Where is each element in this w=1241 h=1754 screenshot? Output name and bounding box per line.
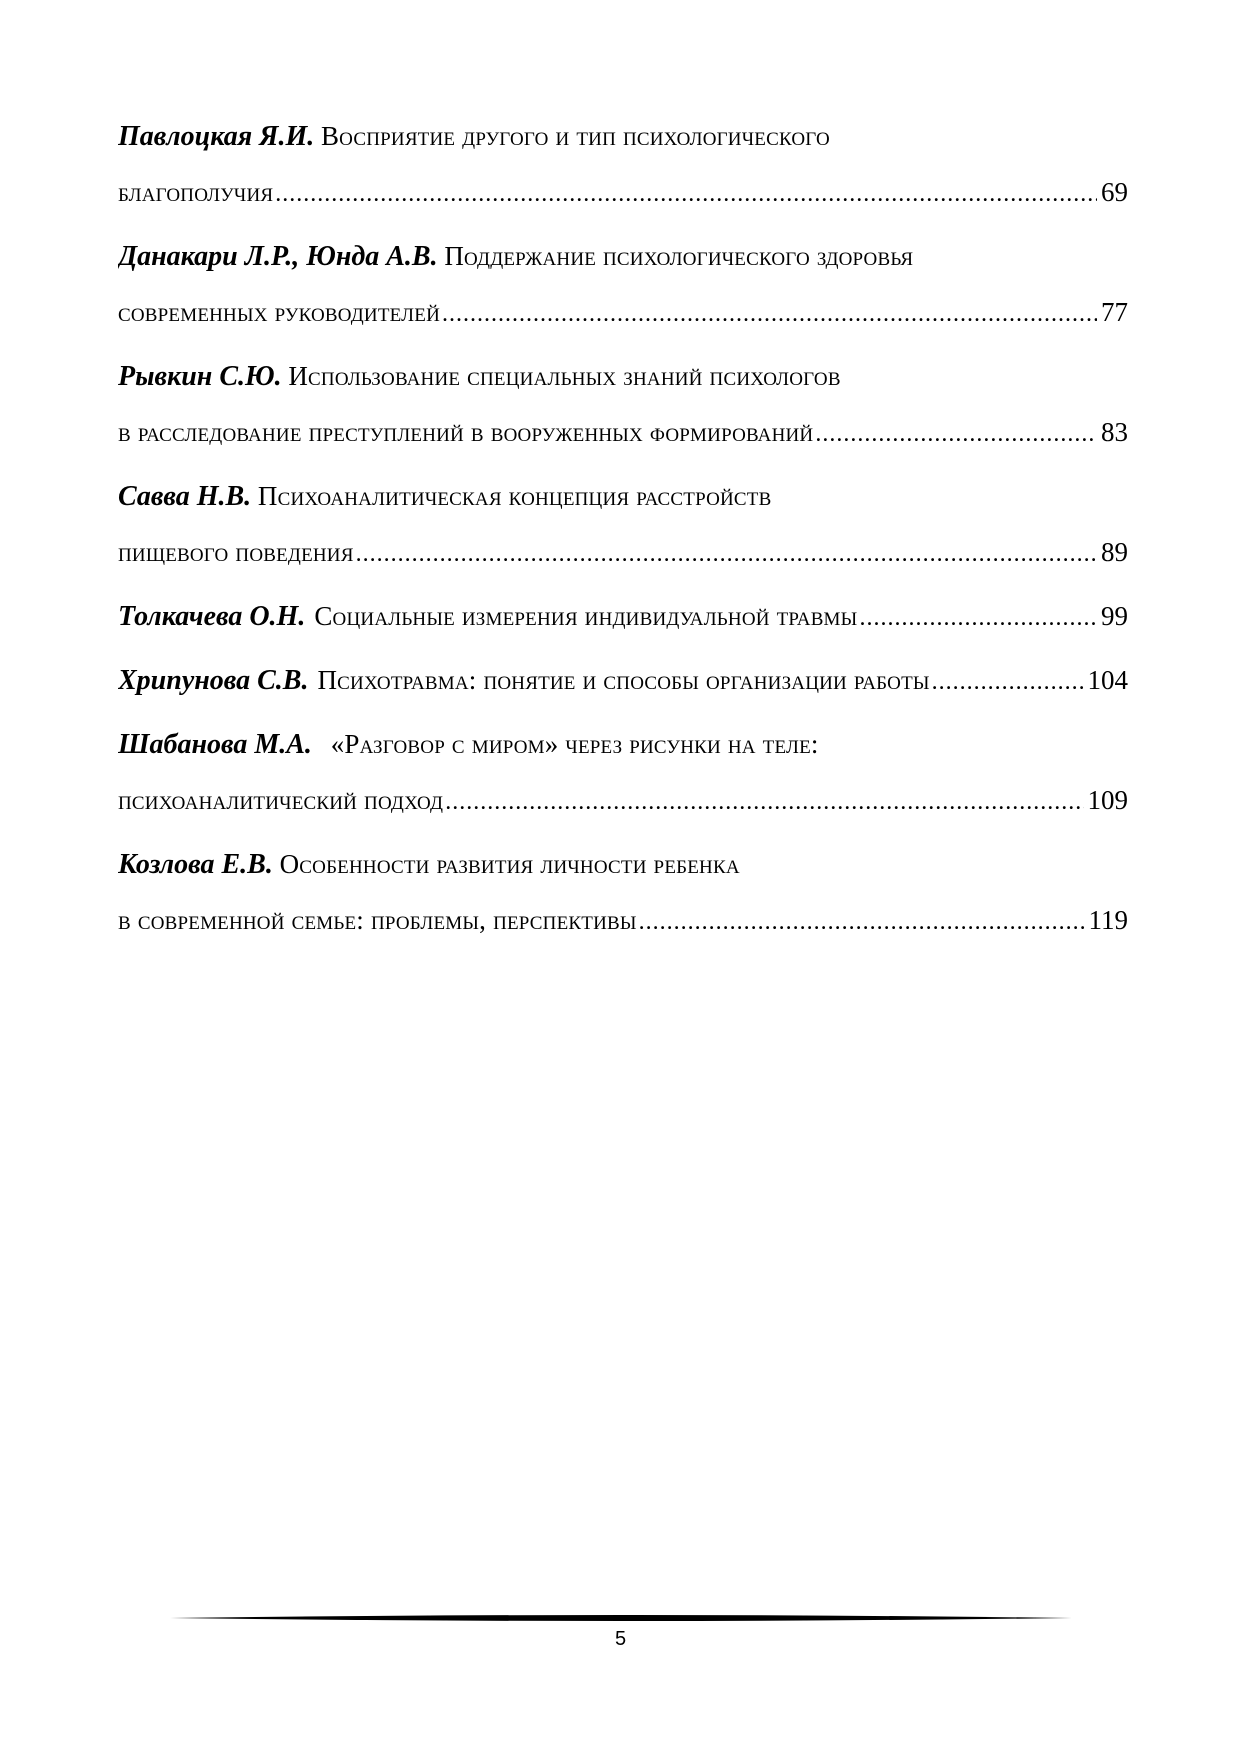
toc-author: Хрипунова С.В. xyxy=(118,665,309,696)
toc-entry-continuation xyxy=(118,902,1128,938)
toc-title: Психотравма: понятие и способы организации работы xyxy=(317,665,930,695)
toc-author: Шабанова М.А. xyxy=(118,729,312,760)
toc-author: Рывкин С.Ю. xyxy=(118,361,282,392)
toc-title-continuation: благополучия xyxy=(118,177,274,207)
toc-entry xyxy=(118,662,1128,698)
toc-entry-continuation xyxy=(118,534,1128,570)
toc-entry-heading xyxy=(118,598,1128,634)
toc-page-number: 83 xyxy=(1101,417,1128,447)
toc-title-continuation: современных руководителей xyxy=(118,297,440,327)
toc-author: Савва Н.В. xyxy=(118,481,252,512)
dot-leader xyxy=(639,904,1085,938)
toc-page-number: 104 xyxy=(1087,665,1128,695)
toc-title-continuation: психоаналитический подход xyxy=(118,785,444,815)
toc-entry-continuation xyxy=(118,174,1128,210)
toc-title: Психоаналитическая концепция расстройств xyxy=(257,481,772,511)
toc-title: Особенности развития личности ребенка xyxy=(279,849,740,879)
toc-author: Данакари Л.Р., Юнда А.В. xyxy=(118,241,438,272)
toc-entry-heading xyxy=(118,358,1128,394)
toc-entry-continuation xyxy=(118,782,1128,818)
dot-leader xyxy=(442,296,1097,330)
toc-entry-heading xyxy=(118,662,1128,698)
toc-title: «Разговор с миром» через рисунки на теле: xyxy=(330,729,819,759)
toc-entry xyxy=(118,846,1128,938)
table-of-contents xyxy=(118,118,1128,966)
toc-entry-heading xyxy=(118,118,1128,154)
toc-page-number: 119 xyxy=(1088,905,1128,935)
toc-entry-heading xyxy=(118,846,1128,882)
page-number: 5 xyxy=(614,1628,627,1650)
toc-entry xyxy=(118,118,1128,210)
toc-entry xyxy=(118,358,1128,450)
dot-leader xyxy=(859,600,1097,634)
dot-leader xyxy=(445,784,1083,818)
dot-leader xyxy=(932,664,1084,698)
toc-title-continuation: в современной семье: проблемы, перспективы xyxy=(118,905,637,935)
toc-entry-continuation xyxy=(118,414,1128,450)
dot-leader xyxy=(356,536,1097,570)
footer-rule xyxy=(170,1614,1072,1622)
toc-title: Поддержание психологического здоровья xyxy=(444,241,914,271)
toc-author: Толкачева О.Н. xyxy=(118,601,306,632)
toc-page-number: 77 xyxy=(1101,297,1128,327)
toc-page-number: 99 xyxy=(1101,601,1128,631)
toc-entry xyxy=(118,478,1128,570)
toc-entry-heading xyxy=(118,478,1128,514)
toc-entry-heading xyxy=(118,726,1128,762)
toc-title: Социальные измерения индивидуальной травмы xyxy=(314,601,858,631)
toc-author: Павлоцкая Я.И. xyxy=(118,121,315,152)
dot-leader xyxy=(275,176,1097,210)
toc-entry-heading xyxy=(118,238,1128,274)
toc-page-number: 69 xyxy=(1101,177,1128,207)
toc-title: Восприятие другого и тип психологического xyxy=(320,121,830,151)
toc-page-number: 89 xyxy=(1101,537,1128,567)
toc-entry xyxy=(118,598,1128,634)
dot-leader xyxy=(815,416,1097,450)
toc-title-continuation: в расследование преступлений в вооруженных формирований xyxy=(118,417,814,447)
toc-author: Козлова Е.В. xyxy=(118,849,273,880)
toc-page-number: 109 xyxy=(1087,785,1128,815)
toc-entry-continuation xyxy=(118,294,1128,330)
toc-title-continuation: пищевого поведения xyxy=(118,537,354,567)
toc-entry xyxy=(118,726,1128,818)
toc-title: Использование специальных знаний психологов xyxy=(288,361,841,391)
toc-entry xyxy=(118,238,1128,330)
